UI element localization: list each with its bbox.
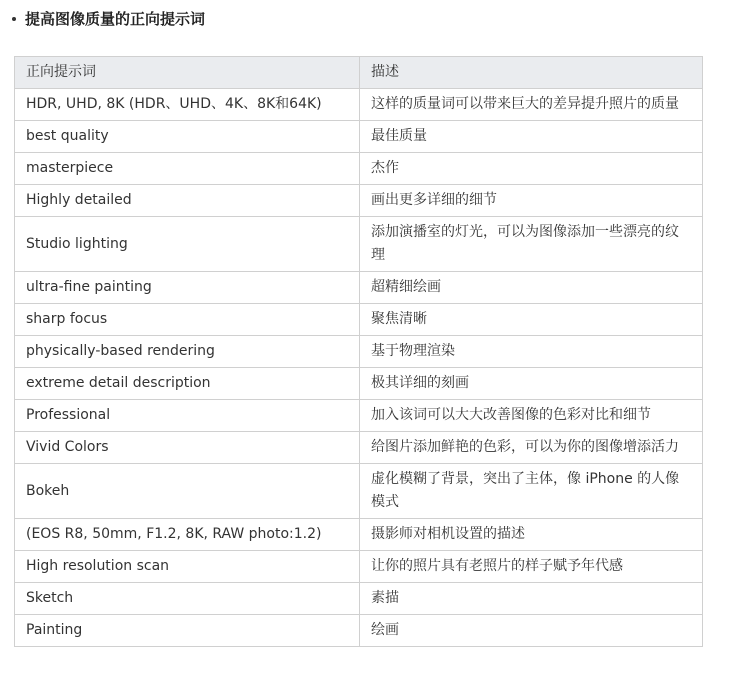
prompt-cell: (EOS R8, 50mm, F1.2, 8K, RAW photo:1.2) xyxy=(15,519,360,551)
table-row xyxy=(15,121,703,153)
column-header-prompt: 正向提示词 xyxy=(15,57,360,89)
description-cell: 绘画 xyxy=(360,615,703,647)
table-row xyxy=(15,304,703,336)
description-cell: 聚焦清晰 xyxy=(360,304,703,336)
table-row xyxy=(15,153,703,185)
description-cell: 让你的照片具有老照片的样子赋予年代感 xyxy=(360,551,703,583)
description-cell: 加入该词可以大大改善图像的色彩对比和细节 xyxy=(360,400,703,432)
table-row xyxy=(15,336,703,368)
column-header-description: 描述 xyxy=(360,57,703,89)
description-cell: 超精细绘画 xyxy=(360,272,703,304)
prompt-cell: Bokeh xyxy=(15,464,360,519)
prompt-cell: HDR, UHD, 8K (HDR、UHD、4K、8K和64K) xyxy=(15,89,360,121)
prompt-cell: High resolution scan xyxy=(15,551,360,583)
description-cell: 画出更多详细的细节 xyxy=(360,185,703,217)
description-cell: 杰作 xyxy=(360,153,703,185)
description-cell: 极其详细的刻画 xyxy=(360,368,703,400)
description-cell: 基于物理渲染 xyxy=(360,336,703,368)
prompt-cell: Highly detailed xyxy=(15,185,360,217)
prompt-cell: best quality xyxy=(15,121,360,153)
description-cell: 这样的质量词可以带来巨大的差异提升照片的质量 xyxy=(360,89,703,121)
prompt-cell: ultra-fine painting xyxy=(15,272,360,304)
prompt-cell: extreme detail description xyxy=(15,368,360,400)
table-row xyxy=(15,185,703,217)
description-cell: 给图片添加鲜艳的色彩，可以为你的图像增添活力 xyxy=(360,432,703,464)
prompt-cell: Vivid Colors xyxy=(15,432,360,464)
bullet-icon xyxy=(12,17,16,21)
table-row xyxy=(15,89,703,121)
prompt-cell: Painting xyxy=(15,615,360,647)
table-row xyxy=(15,583,703,615)
prompt-table xyxy=(14,56,703,647)
table-row xyxy=(15,368,703,400)
table-row xyxy=(15,400,703,432)
heading-text: 提高图像质量的正向提示词 xyxy=(25,10,206,28)
prompt-cell: Sketch xyxy=(15,583,360,615)
section-heading xyxy=(12,8,205,29)
description-cell: 摄影师对相机设置的描述 xyxy=(360,519,703,551)
description-cell: 素描 xyxy=(360,583,703,615)
description-cell: 虚化模糊了背景，突出了主体，像 iPhone 的人像模式 xyxy=(360,464,703,519)
table-row xyxy=(15,272,703,304)
table-header-row xyxy=(15,57,703,89)
table-row xyxy=(15,615,703,647)
prompt-cell: Studio lighting xyxy=(15,217,360,272)
table-row xyxy=(15,551,703,583)
prompt-cell: physically-based rendering xyxy=(15,336,360,368)
table-row xyxy=(15,217,703,272)
prompt-cell: masterpiece xyxy=(15,153,360,185)
description-cell: 添加演播室的灯光，可以为图像添加一些漂亮的纹理 xyxy=(360,217,703,272)
prompt-cell: Professional xyxy=(15,400,360,432)
table-row xyxy=(15,432,703,464)
table-row xyxy=(15,464,703,519)
prompt-cell: sharp focus xyxy=(15,304,360,336)
table-row xyxy=(15,519,703,551)
description-cell: 最佳质量 xyxy=(360,121,703,153)
